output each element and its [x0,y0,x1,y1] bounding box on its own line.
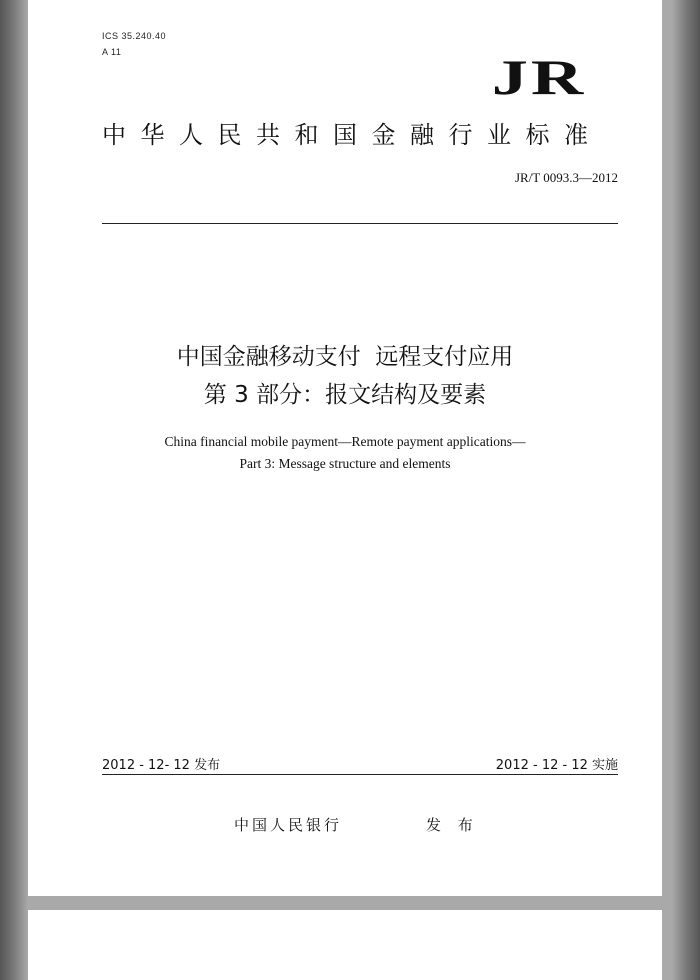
title-english-line-2: Part 3: Message structure and elements [239,456,451,471]
issuing-authority: 中国人民银行 [234,816,343,834]
publish-label: 发 布 [426,816,479,834]
implementation-date: 2012 - 12 - 12 实施 [495,758,618,773]
ics-code: ICS 35.240.40 [102,31,167,41]
standard-number: JR/T 0093.3—2012 [514,170,618,185]
title-chinese-line-2: 第 3 部分：报文结构及要素 [203,382,487,408]
ccs-code: A 11 [102,47,122,57]
title-chinese-line-1: 中国金融移动支付 远程支付应用 [176,344,514,370]
top-divider [102,223,618,224]
issue-date: 2012 - 12- 12 发布 [102,758,221,773]
title-english-line-1: China financial mobile payment—Remote payment applications— [164,434,526,449]
next-document-page [28,910,662,980]
jr-logo: JR [491,49,586,105]
document-page [28,0,662,896]
bottom-divider [102,774,618,775]
standard-category-title: 中华人民共和国金融行业标准 [102,121,603,149]
